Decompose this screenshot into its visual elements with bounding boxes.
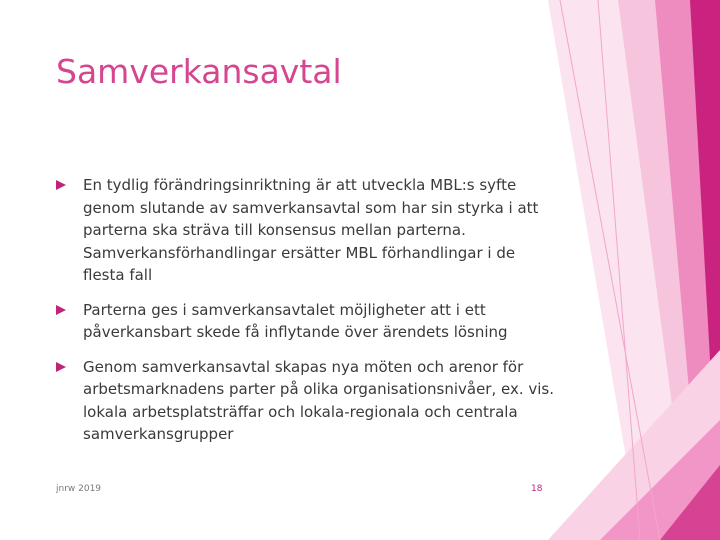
bullet-item <box>56 174 556 287</box>
footer-text: jnrw 2019 <box>56 484 102 494</box>
triangle-bullet-icon <box>56 305 66 315</box>
bullet-item <box>56 356 556 446</box>
bullet-text: En tydlig förändringsinriktning är att utveckla MBL:s syfte genom slutande av samverkansavtal som har sin styrka i att parterna ska sträva till konsensus mellan parterna. Samverkansförhandlingar ersätter MBL förhandlingar i de flesta fall <box>83 176 539 284</box>
slide-title: Samverkansavtal <box>56 52 342 91</box>
triangle-bullet-icon <box>56 180 66 190</box>
triangle-bullet-icon <box>56 362 66 372</box>
bullet-text: Genom samverkansavtal skapas nya möten och arenor för arbetsmarknadens parter på olika organisationsnivåer, ex. vis. lokala arbetsplatsträffar och lokala-regionala och centrala samverkansgrupper <box>83 357 555 443</box>
page-number: 18 <box>531 484 543 494</box>
bullet-list <box>56 174 556 446</box>
bullet-item <box>56 299 556 344</box>
bullet-text: Parterna ges i samverkansavtalet möjligheter att i ett påverkansbart skede få inflytande över ärendets lösning <box>83 300 508 341</box>
